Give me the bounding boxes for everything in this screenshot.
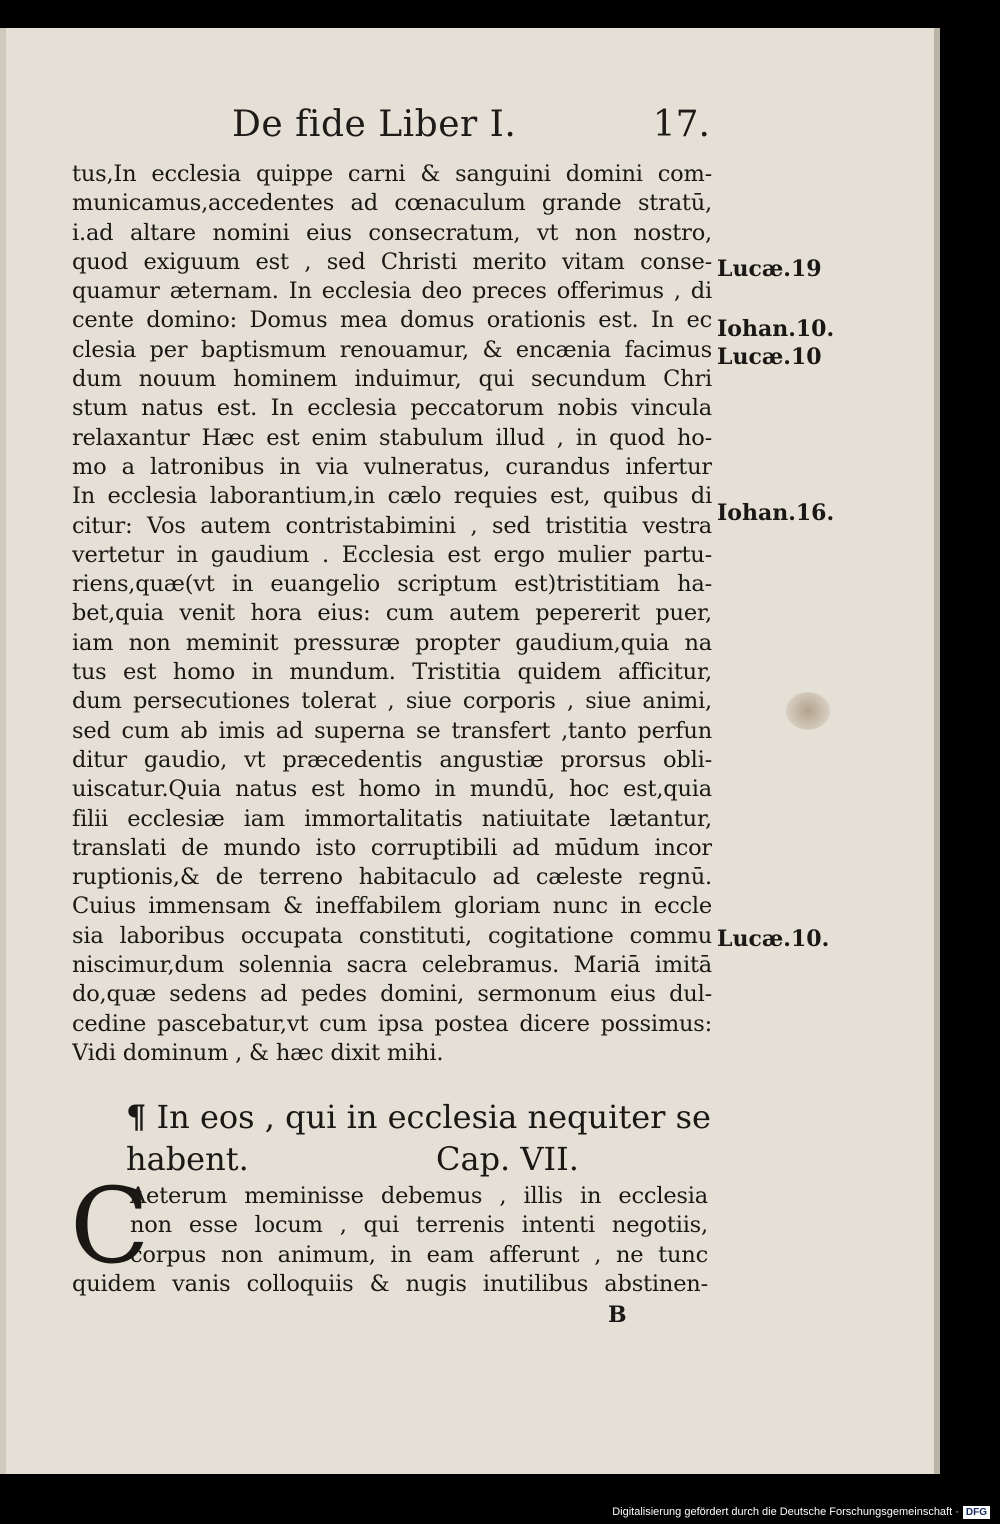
chapter-heading	[126, 1096, 716, 1180]
text-line: Aeterum meminisse debemus , illis in ecclesia	[130, 1183, 708, 1209]
text-line: vertetur in gaudium . Ecclesia est ergo mulier partu-	[72, 541, 712, 568]
text-line: mo a latronibus in via vulneratus, curandus infertur	[72, 453, 712, 480]
text-line: sed cum ab imis ad superna se transfert ,tanto perfun	[72, 717, 712, 744]
text-line: iam non meminit pressuræ propter gaudium,quia na	[72, 629, 712, 656]
text-line: cedine pascebatur,vt cum ipsa postea dicere possimus:	[72, 1010, 712, 1037]
chapter-paragraph	[72, 1182, 708, 1299]
margin-note: Iohan.16.	[717, 500, 835, 526]
text-line: do,quæ sedens ad pedes domini, sermonum eius dul-	[72, 981, 712, 1008]
text-line: cente domino: Domus mea domus orationis est. In ec	[72, 307, 712, 334]
text-line: translati de mundo isto corruptibili ad mūdum incor	[72, 834, 712, 861]
text-line: relaxantur Hæc est enim stabulum illud , in quod ho-	[72, 424, 712, 451]
text-line: sia laboribus occupata constituti, cogitatione commu	[72, 922, 712, 949]
chapter-title-line2: habent.	[126, 1140, 249, 1178]
text-line: ruptionis,& de terreno habitaculo ad cæleste regnū.	[72, 864, 712, 891]
text-line: In ecclesia laborantium,in cælo requies est, quibus di	[72, 483, 712, 510]
text-line: citur: Vos autem contristabimini , sed tristitia vestra	[72, 512, 712, 539]
text-line: i.ad altare nomini eius consecratum, vt non nostro,	[72, 219, 712, 246]
text-line: quod exiguum est , sed Christi merito vitam conse-	[72, 248, 712, 275]
drop-cap: C	[70, 1165, 150, 1287]
text-line: dum nouum hominem induimur, qui secundum Chri	[72, 366, 712, 393]
chapter-title-line1: In eos , qui in ecclesia nequiter se	[156, 1098, 711, 1136]
page-number: 17.	[652, 104, 710, 145]
margin-note: Lucæ.19	[717, 256, 822, 282]
running-title: De fide Liber I.	[232, 104, 517, 145]
text-line: uiscatur.Quia natus est homo in mundū, hoc est,quia	[72, 776, 712, 803]
margin-note: Iohan.10.	[717, 316, 835, 342]
text-line: non esse locum , qui terrenis intenti negotiis,	[130, 1212, 708, 1239]
text-line: Vidi dominum , & hæc dixit mihi.	[72, 1039, 444, 1066]
text-line: tus est homo in mundum. Tristitia quidem afficitur,	[72, 659, 712, 686]
text-line: tus,In ecclesia quippe carni & sanguini domini com-	[72, 161, 712, 187]
text-line: corpus non animum, in eam afferunt , ne tunc	[130, 1241, 708, 1268]
chapter-number: Cap. VII.	[436, 1140, 579, 1178]
paper-stain	[786, 692, 830, 730]
book-page	[0, 28, 940, 1474]
text-line: bet,quia venit hora eius: cum autem pepererit puer,	[72, 600, 712, 627]
text-line: riens,quæ(vt in euangelio scriptum est)tristitiam ha-	[72, 571, 712, 598]
pilcrow-icon: ¶	[126, 1098, 147, 1136]
running-head	[232, 104, 710, 156]
footer-credit	[612, 1504, 990, 1520]
footer-text: Digitalisierung gefördert durch die Deutsche Forschungsgemeinschaft ·	[612, 1506, 959, 1518]
text-line: quamur æternam. In ecclesia deo preces offerimus , di	[72, 278, 712, 305]
text-line: stum natus est. In ecclesia peccatorum nobis vincula	[72, 395, 712, 422]
text-line: municamus,accedentes ad cœnaculum grande stratū,	[72, 190, 712, 217]
text-line: ditur gaudio, vt præcedentis angustiæ prorsus obli-	[72, 746, 712, 773]
text-line: dum persecutiones tolerat , siue corporis , siue animi,	[72, 688, 712, 715]
margin-note: Lucæ.10.	[717, 926, 830, 952]
text-line: filii ecclesiæ iam immortalitatis natiuitate lætantur,	[72, 805, 712, 832]
text-line: quidem vanis colloquiis & nugis inutilibus abstinen-	[72, 1270, 708, 1297]
dfg-logo: DFG	[963, 1506, 990, 1519]
body-text	[72, 160, 712, 1068]
text-line: niscimur,dum solennia sacra celebramus. Mariā imitā	[72, 952, 712, 979]
text-line: clesia per baptismum renouamur, & encænia facimus	[72, 336, 712, 363]
text-line: Cuius immensam & ineffabilem gloriam nunc in eccle	[72, 893, 712, 920]
margin-note: Lucæ.10	[717, 344, 822, 370]
signature-mark: B	[608, 1302, 627, 1328]
